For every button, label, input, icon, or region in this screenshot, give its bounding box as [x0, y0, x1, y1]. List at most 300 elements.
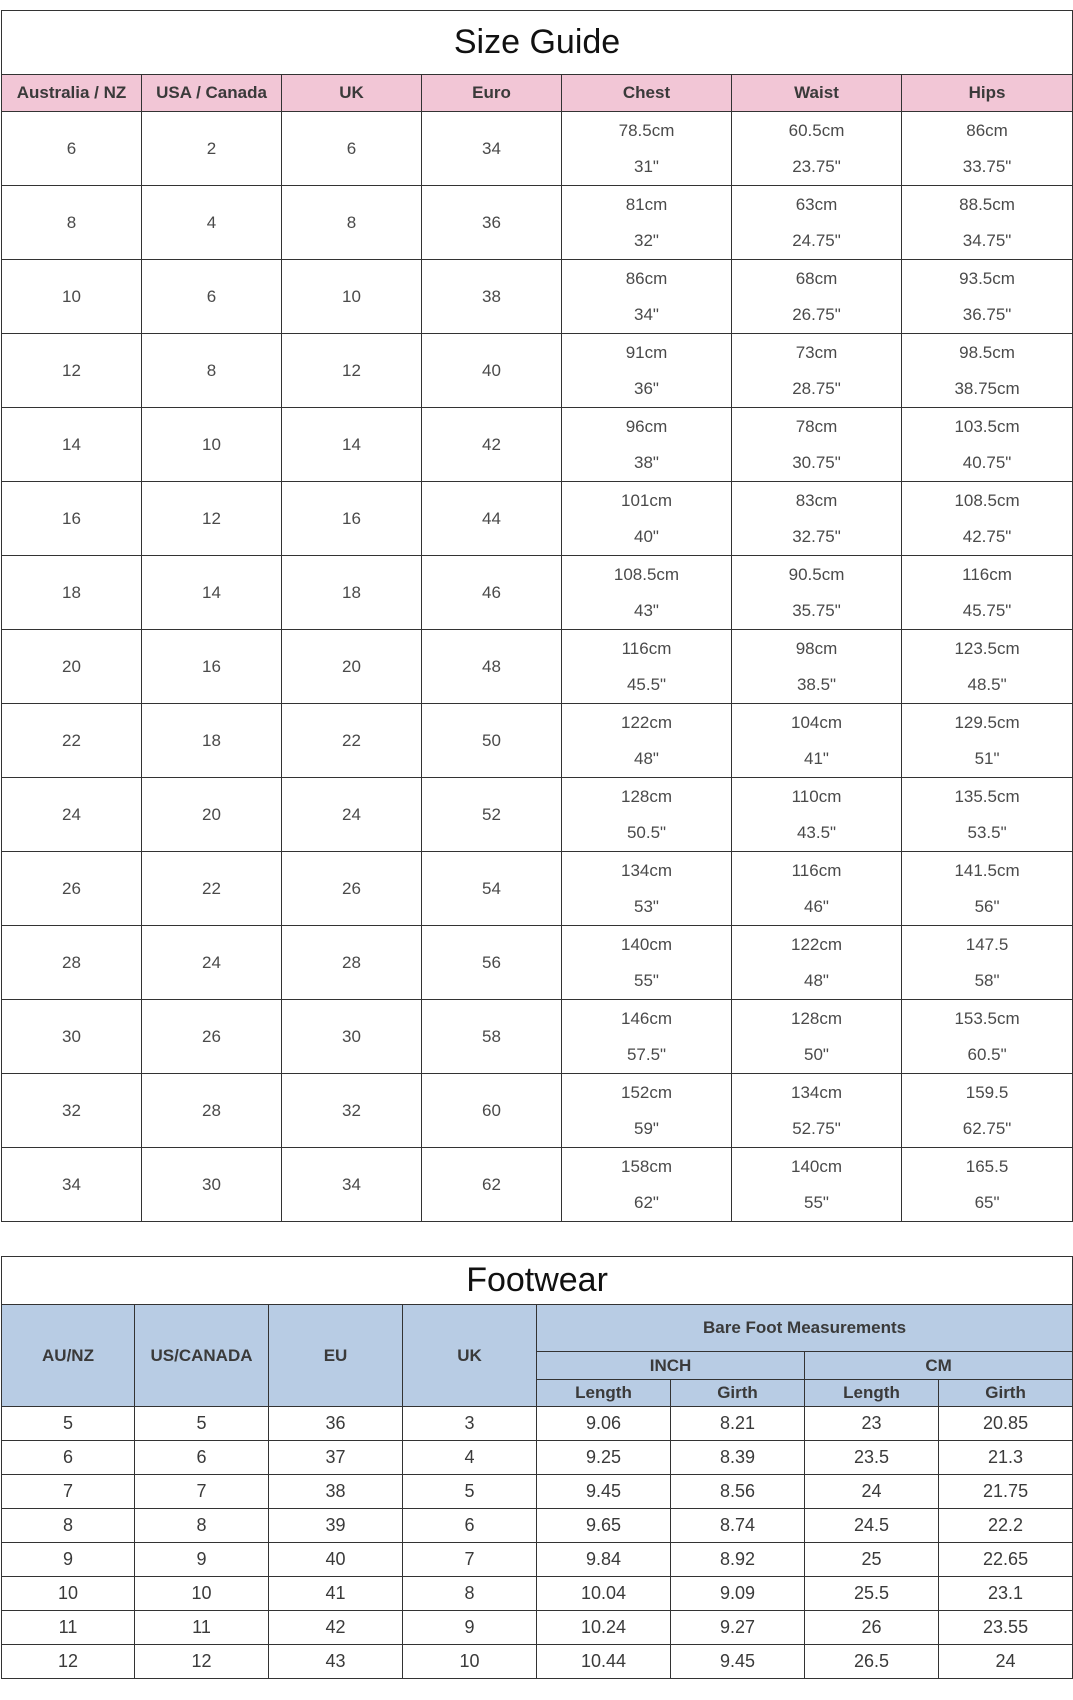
waist-cm: 116cm: [791, 860, 842, 880]
footwear-cm-girth-cell: 21.75: [939, 1475, 1073, 1509]
size-hips-cell: [902, 704, 1073, 778]
footwear-eu-cell: 42: [269, 1611, 403, 1645]
footwear-cm-girth-cell: 23.1: [939, 1577, 1073, 1611]
chest-inches: 57.5": [626, 1044, 667, 1064]
chest-measure: [562, 710, 731, 772]
size-eu-cell: 40: [422, 334, 562, 408]
footwear-title: Footwear: [2, 1257, 1073, 1305]
footwear-cm-len-cell: 26: [805, 1611, 939, 1645]
footwear-in-girth-cell: 8.92: [671, 1543, 805, 1577]
size-us-cell: 30: [142, 1148, 282, 1222]
size-waist-cell: [732, 482, 902, 556]
size-au-cell: 34: [2, 1148, 142, 1222]
chest-cm: 78.5cm: [618, 120, 675, 140]
footwear-cm-girth-cell: 22.65: [939, 1543, 1073, 1577]
size-us-cell: 22: [142, 852, 282, 926]
waist-inches: 26.75": [792, 304, 841, 324]
hips-cm: 88.5cm: [959, 194, 1015, 214]
waist-measure: [732, 414, 901, 476]
size-waist-cell: [732, 260, 902, 334]
chest-cm: 158cm: [620, 1156, 673, 1176]
table-row: [2, 630, 1073, 704]
size-hips-cell: [902, 556, 1073, 630]
size-au-cell: 8: [2, 186, 142, 260]
footwear-cm-girth-cell: 22.2: [939, 1509, 1073, 1543]
table-row: [2, 852, 1073, 926]
footwear-eu-cell: 36: [269, 1407, 403, 1441]
size-au-cell: 10: [2, 260, 142, 334]
size-chest-cell: [562, 112, 732, 186]
hips-cm: 103.5cm: [954, 416, 1020, 436]
footwear-uk-cell: 10: [403, 1645, 537, 1679]
size-chest-cell: [562, 778, 732, 852]
size-eu-cell: 52: [422, 778, 562, 852]
waist-inches: 55": [804, 1192, 829, 1212]
hips-cm: 135.5cm: [954, 786, 1020, 806]
footwear-us-cell: 12: [135, 1645, 269, 1679]
hips-cm: 108.5cm: [954, 490, 1020, 510]
chest-measure: [562, 1006, 731, 1068]
waist-cm: 134cm: [790, 1082, 843, 1102]
footwear-header-uk: UK: [403, 1305, 537, 1407]
chest-cm: 91cm: [625, 342, 668, 362]
chest-inches: 31": [634, 156, 659, 176]
size-chest-cell: [562, 926, 732, 1000]
waist-cm: 78cm: [795, 416, 838, 436]
waist-cm: 63cm: [795, 194, 838, 214]
table-row: [2, 1000, 1073, 1074]
size-eu-cell: 60: [422, 1074, 562, 1148]
hips-measure: [902, 192, 1072, 254]
size-us-cell: 10: [142, 408, 282, 482]
footwear-eu-cell: 37: [269, 1441, 403, 1475]
footwear-eu-cell: 38: [269, 1475, 403, 1509]
size-uk-cell: 16: [282, 482, 422, 556]
size-chest-cell: [562, 334, 732, 408]
waist-measure: [732, 932, 901, 994]
size-chest-cell: [562, 630, 732, 704]
size-au-cell: 6: [2, 112, 142, 186]
waist-inches: 46": [804, 896, 829, 916]
footwear-us-cell: 6: [135, 1441, 269, 1475]
chest-inches: 50.5": [626, 822, 667, 842]
table-row: [2, 482, 1073, 556]
waist-cm: 122cm: [790, 934, 843, 954]
footwear-cm-girth-cell: 20.85: [939, 1407, 1073, 1441]
footwear-eu-cell: 40: [269, 1543, 403, 1577]
size-hips-cell: [902, 1074, 1073, 1148]
footwear-eu-cell: 43: [269, 1645, 403, 1679]
size-guide-header-cell: USA / Canada: [142, 75, 282, 112]
size-uk-cell: 12: [282, 334, 422, 408]
size-us-cell: 20: [142, 778, 282, 852]
chest-measure: [562, 414, 731, 476]
size-uk-cell: 28: [282, 926, 422, 1000]
size-uk-cell: 30: [282, 1000, 422, 1074]
size-us-cell: 8: [142, 334, 282, 408]
footwear-uk-cell: 4: [403, 1441, 537, 1475]
footwear-in-girth-cell: 8.39: [671, 1441, 805, 1475]
hips-cm: 86cm: [966, 120, 1008, 140]
chest-measure: [562, 118, 731, 180]
table-row: [2, 926, 1073, 1000]
footwear-uk-cell: 5: [403, 1475, 537, 1509]
chest-measure: [562, 340, 731, 402]
footwear-table: [1, 1256, 1073, 1679]
footwear-in-girth-cell: 9.45: [671, 1645, 805, 1679]
footwear-in-len-cell: 9.84: [537, 1543, 671, 1577]
table-row: [2, 1645, 1073, 1679]
size-us-cell: 26: [142, 1000, 282, 1074]
footwear-eu-cell: 39: [269, 1509, 403, 1543]
table-row: [2, 334, 1073, 408]
footwear-in-girth-cell: 8.74: [671, 1509, 805, 1543]
footwear-au-cell: 11: [2, 1611, 135, 1645]
chest-measure: [562, 932, 731, 994]
size-hips-cell: [902, 112, 1073, 186]
inch-length-header: Length: [537, 1380, 671, 1407]
size-hips-cell: [902, 926, 1073, 1000]
hips-measure: [902, 710, 1072, 772]
chest-inches: 55": [634, 970, 659, 990]
chest-measure: [562, 488, 731, 550]
table-row: [2, 1148, 1073, 1222]
hips-measure: [902, 1154, 1072, 1216]
size-guide-title: Size Guide: [2, 11, 1073, 75]
hips-inches: 45.75": [962, 600, 1012, 620]
waist-inches: 24.75": [792, 230, 841, 250]
size-waist-cell: [732, 1000, 902, 1074]
waist-measure: [732, 784, 901, 846]
cm-length-header: Length: [805, 1380, 939, 1407]
footwear-cm-girth-cell: 21.3: [939, 1441, 1073, 1475]
size-au-cell: 22: [2, 704, 142, 778]
waist-measure: [732, 340, 901, 402]
size-eu-cell: 38: [422, 260, 562, 334]
waist-inches: 23.75": [792, 156, 841, 176]
chest-inches: 59": [634, 1118, 659, 1138]
table-row: [2, 1577, 1073, 1611]
size-eu-cell: 46: [422, 556, 562, 630]
chest-inches: 62": [634, 1192, 659, 1212]
waist-cm: 60.5cm: [788, 120, 845, 140]
table-row: [2, 1407, 1073, 1441]
waist-cm: 73cm: [795, 342, 838, 362]
size-uk-cell: 34: [282, 1148, 422, 1222]
table-row: [2, 1074, 1073, 1148]
size-uk-cell: 18: [282, 556, 422, 630]
footwear-au-cell: 7: [2, 1475, 135, 1509]
size-uk-cell: 32: [282, 1074, 422, 1148]
hips-cm: 147.5: [965, 934, 1009, 954]
size-us-cell: 18: [142, 704, 282, 778]
size-us-cell: 4: [142, 186, 282, 260]
waist-inches: 50": [804, 1044, 829, 1064]
size-us-cell: 14: [142, 556, 282, 630]
footwear-au-cell: 10: [2, 1577, 135, 1611]
size-chest-cell: [562, 1074, 732, 1148]
hips-measure: [902, 340, 1072, 402]
chest-cm: 96cm: [625, 416, 668, 436]
size-hips-cell: [902, 778, 1073, 852]
waist-cm: 140cm: [790, 1156, 843, 1176]
hips-inches: 36.75": [962, 304, 1012, 324]
footwear-in-len-cell: 10.44: [537, 1645, 671, 1679]
size-guide-header-cell: Hips: [902, 75, 1073, 112]
chest-inches: 40": [634, 526, 659, 546]
size-uk-cell: 26: [282, 852, 422, 926]
table-row: [2, 260, 1073, 334]
chest-cm: 81cm: [625, 194, 668, 214]
chest-measure: [562, 1080, 731, 1142]
size-us-cell: 12: [142, 482, 282, 556]
size-au-cell: 14: [2, 408, 142, 482]
hips-inches: 38.75cm: [954, 378, 1020, 398]
footwear-us-cell: 11: [135, 1611, 269, 1645]
table-row: [2, 556, 1073, 630]
size-uk-cell: 22: [282, 704, 422, 778]
footwear-us-cell: 5: [135, 1407, 269, 1441]
waist-inches: 38.5": [796, 674, 837, 694]
size-chest-cell: [562, 186, 732, 260]
size-eu-cell: 42: [422, 408, 562, 482]
waist-measure: [732, 710, 901, 772]
size-waist-cell: [732, 1074, 902, 1148]
cm-girth-header: Girth: [939, 1380, 1073, 1407]
size-uk-cell: 10: [282, 260, 422, 334]
chest-inches: 38": [634, 452, 659, 472]
inch-girth-header: Girth: [671, 1380, 805, 1407]
footwear-body: [2, 1407, 1073, 1679]
waist-measure: [732, 488, 901, 550]
footwear-in-len-cell: 9.06: [537, 1407, 671, 1441]
footwear-header-au-nz: AU/NZ: [2, 1305, 135, 1407]
hips-measure: [902, 932, 1072, 994]
size-guide-header-cell: Australia / NZ: [2, 75, 142, 112]
inch-header: INCH: [537, 1352, 805, 1380]
size-chest-cell: [562, 852, 732, 926]
cm-header: CM: [805, 1352, 1073, 1380]
size-waist-cell: [732, 334, 902, 408]
hips-inches: 33.75": [962, 156, 1012, 176]
size-guide-header-cell: Euro: [422, 75, 562, 112]
hips-inches: 56": [974, 896, 1000, 916]
table-row: [2, 186, 1073, 260]
footwear-in-len-cell: 9.45: [537, 1475, 671, 1509]
size-eu-cell: 62: [422, 1148, 562, 1222]
footwear-in-girth-cell: 9.09: [671, 1577, 805, 1611]
table-row: [2, 1509, 1073, 1543]
chest-inches: 45.5": [626, 674, 667, 694]
hips-inches: 53.5": [967, 822, 1007, 842]
chest-measure: [562, 1154, 731, 1216]
chest-cm: 146cm: [620, 1008, 673, 1028]
chest-inches: 48": [634, 748, 659, 768]
table-row: [2, 778, 1073, 852]
size-eu-cell: 34: [422, 112, 562, 186]
table-row: [2, 1543, 1073, 1577]
hips-inches: 42.75": [962, 526, 1012, 546]
chest-measure: [562, 562, 731, 624]
waist-measure: [732, 562, 901, 624]
size-guide-header-cell: Waist: [732, 75, 902, 112]
size-chest-cell: [562, 556, 732, 630]
waist-measure: [732, 1006, 901, 1068]
chest-inches: 36": [634, 378, 659, 398]
footwear-au-cell: 8: [2, 1509, 135, 1543]
hips-measure: [902, 266, 1072, 328]
footwear-us-cell: 8: [135, 1509, 269, 1543]
hips-inches: 62.75": [962, 1118, 1012, 1138]
hips-inches: 51": [974, 748, 1000, 768]
size-au-cell: 32: [2, 1074, 142, 1148]
footwear-in-girth-cell: 9.27: [671, 1611, 805, 1645]
chest-cm: 86cm: [625, 268, 668, 288]
waist-inches: 43.5": [796, 822, 837, 842]
hips-cm: 153.5cm: [954, 1008, 1020, 1028]
footwear-in-len-cell: 9.65: [537, 1509, 671, 1543]
size-chest-cell: [562, 704, 732, 778]
footwear-cm-len-cell: 23.5: [805, 1441, 939, 1475]
size-hips-cell: [902, 482, 1073, 556]
hips-measure: [902, 1006, 1072, 1068]
footwear-au-cell: 9: [2, 1543, 135, 1577]
footwear-us-cell: 10: [135, 1577, 269, 1611]
size-uk-cell: 20: [282, 630, 422, 704]
footwear-in-len-cell: 10.24: [537, 1611, 671, 1645]
hips-measure: [902, 414, 1072, 476]
waist-cm: 110cm: [791, 786, 842, 806]
footwear-cm-girth-cell: 23.55: [939, 1611, 1073, 1645]
size-uk-cell: 14: [282, 408, 422, 482]
waist-cm: 68cm: [795, 268, 838, 288]
waist-cm: 128cm: [790, 1008, 843, 1028]
size-hips-cell: [902, 408, 1073, 482]
size-eu-cell: 54: [422, 852, 562, 926]
footwear-cm-len-cell: 25: [805, 1543, 939, 1577]
footwear-cm-len-cell: 26.5: [805, 1645, 939, 1679]
waist-measure: [732, 192, 901, 254]
size-waist-cell: [732, 852, 902, 926]
bare-foot-measurements-header: Bare Foot Measurements: [537, 1305, 1073, 1352]
size-au-cell: 24: [2, 778, 142, 852]
waist-measure: [732, 1154, 901, 1216]
footwear-header-us-canada: US/CANADA: [135, 1305, 269, 1407]
size-hips-cell: [902, 1000, 1073, 1074]
size-au-cell: 18: [2, 556, 142, 630]
size-waist-cell: [732, 112, 902, 186]
hips-inches: 60.5": [967, 1044, 1007, 1064]
hips-inches: 34.75": [962, 230, 1012, 250]
size-waist-cell: [732, 186, 902, 260]
chest-cm: 128cm: [620, 786, 673, 806]
hips-cm: 129.5cm: [954, 712, 1020, 732]
waist-measure: [732, 118, 901, 180]
size-waist-cell: [732, 630, 902, 704]
size-au-cell: 26: [2, 852, 142, 926]
size-us-cell: 28: [142, 1074, 282, 1148]
hips-measure: [902, 636, 1072, 698]
size-chest-cell: [562, 408, 732, 482]
hips-cm: 98.5cm: [959, 342, 1015, 362]
chest-measure: [562, 858, 731, 920]
hips-measure: [902, 784, 1072, 846]
size-au-cell: 20: [2, 630, 142, 704]
hips-cm: 165.5: [965, 1156, 1009, 1176]
hips-measure: [902, 858, 1072, 920]
size-hips-cell: [902, 334, 1073, 408]
size-guide-header-cell: UK: [282, 75, 422, 112]
footwear-cm-len-cell: 24.5: [805, 1509, 939, 1543]
chest-cm: 108.5cm: [613, 564, 680, 584]
waist-inches: 28.75": [792, 378, 841, 398]
waist-inches: 30.75": [792, 452, 841, 472]
hips-inches: 58": [974, 970, 1000, 990]
size-waist-cell: [732, 556, 902, 630]
size-hips-cell: [902, 630, 1073, 704]
hips-inches: 48.5": [967, 674, 1007, 694]
waist-measure: [732, 1080, 901, 1142]
size-hips-cell: [902, 260, 1073, 334]
waist-cm: 104cm: [790, 712, 843, 732]
footwear-in-girth-cell: 8.56: [671, 1475, 805, 1509]
chest-inches: 53": [634, 896, 659, 916]
waist-inches: 48": [804, 970, 829, 990]
size-uk-cell: 8: [282, 186, 422, 260]
hips-inches: 65": [974, 1192, 1000, 1212]
footwear-uk-cell: 9: [403, 1611, 537, 1645]
size-guide-header-row: [2, 75, 1073, 112]
footwear-us-cell: 9: [135, 1543, 269, 1577]
size-us-cell: 6: [142, 260, 282, 334]
footwear-cm-len-cell: 25.5: [805, 1577, 939, 1611]
chest-inches: 34": [634, 304, 659, 324]
size-au-cell: 16: [2, 482, 142, 556]
footwear-in-len-cell: 9.25: [537, 1441, 671, 1475]
chest-cm: 122cm: [620, 712, 673, 732]
waist-inches: 52.75": [792, 1118, 841, 1138]
size-waist-cell: [732, 408, 902, 482]
size-chest-cell: [562, 1148, 732, 1222]
size-guide-header-cell: Chest: [562, 75, 732, 112]
size-au-cell: 28: [2, 926, 142, 1000]
hips-cm: 116cm: [962, 564, 1012, 584]
size-eu-cell: 36: [422, 186, 562, 260]
footwear-cm-len-cell: 24: [805, 1475, 939, 1509]
table-row: [2, 1475, 1073, 1509]
size-hips-cell: [902, 852, 1073, 926]
size-chest-cell: [562, 482, 732, 556]
footwear-header-eu: EU: [269, 1305, 403, 1407]
table-row: [2, 704, 1073, 778]
size-chest-cell: [562, 1000, 732, 1074]
size-chest-cell: [562, 260, 732, 334]
size-guide-body: [2, 112, 1073, 1222]
size-eu-cell: 58: [422, 1000, 562, 1074]
chest-cm: 152cm: [620, 1082, 673, 1102]
size-waist-cell: [732, 704, 902, 778]
size-us-cell: 24: [142, 926, 282, 1000]
size-us-cell: 2: [142, 112, 282, 186]
hips-measure: [902, 1080, 1072, 1142]
waist-measure: [732, 858, 901, 920]
size-uk-cell: 6: [282, 112, 422, 186]
hips-measure: [902, 488, 1072, 550]
waist-cm: 90.5cm: [788, 564, 845, 584]
waist-inches: 32.75": [792, 526, 841, 546]
waist-inches: 41": [804, 748, 829, 768]
hips-inches: 40.75": [962, 452, 1012, 472]
